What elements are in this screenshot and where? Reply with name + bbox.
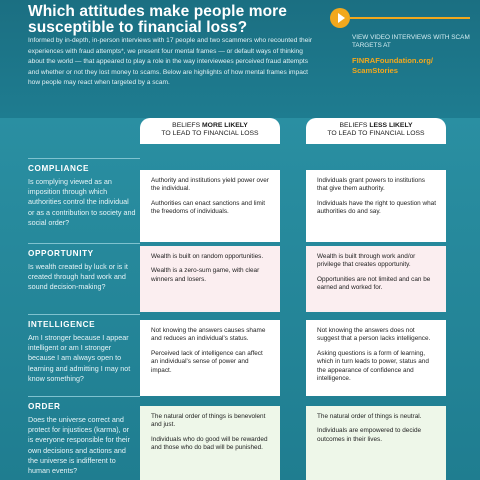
video-promo: [330, 4, 470, 92]
cell-less-likely-compliance: [306, 170, 446, 242]
column-header-text: BELIEFS: [339, 122, 370, 129]
belief-text: The natural order of things is neutral.: [317, 413, 422, 420]
belief-text: Not knowing the answers causes shame and reduces an individual's status.: [151, 327, 266, 343]
cell-more-likely-intelligence: [140, 320, 280, 396]
column-header-text: TO LEAD TO FINANCIAL LOSS: [327, 130, 425, 138]
row-question: Is wealth created by luck or is it created through hard work and sound decision-making?: [28, 262, 128, 292]
row-divider: [28, 314, 140, 315]
column-header-text: BELIEFS: [172, 122, 202, 129]
belief-text: The natural order of things is benevolent and just.: [151, 413, 266, 429]
belief-text: Authorities can enact sanctions and limit the freedoms of individuals.: [151, 199, 266, 216]
row-question: Am I stronger because I appear intelligent or am I stronger because I am always open to learning and admitting I may not know something?: [28, 333, 131, 383]
row-divider: [28, 396, 140, 397]
column-header-less-likely: [306, 118, 446, 144]
promo-text: VIEW VIDEO INTERVIEWS WITH SCAM TARGETS AT: [352, 34, 470, 50]
column-header-emphasis: MORE LIKELY: [202, 122, 248, 129]
belief-text: Asking questions is a form of learning, which in turn leads to power, status and the appearance of confidence and intelligence.: [317, 349, 429, 383]
column-header-text: TO LEAD TO FINANCIAL LOSS: [161, 130, 259, 138]
belief-text: Not knowing the answers does not suggest that a person lacks intelligence.: [317, 327, 431, 343]
cell-less-likely-intelligence: [306, 320, 446, 396]
row-label: OPPORTUNITY: [28, 249, 94, 258]
belief-text: Individuals have the right to question what authorities do and say.: [317, 199, 437, 216]
belief-text: Individuals who do good will be rewarded and those who do bad will be punished.: [151, 435, 268, 452]
row-label: COMPLIANCE: [28, 164, 90, 173]
comparison-table: [0, 118, 480, 480]
belief-text: Authority and institutions yield power over the individual.: [151, 177, 269, 193]
row-divider: [28, 158, 140, 159]
row-question: Does the universe correct and protect for injustices (karma), or is everyone responsible for their own decisions and actions and the universe is indifferent to human events?: [28, 415, 130, 476]
belief-text: Opportunities are not limited and can be earned and worked for.: [317, 275, 431, 292]
belief-text: Wealth is a zero-sum game, with clear winners and losers.: [151, 267, 260, 283]
row-question: Is complying viewed as an imposition through which authorities control the individual or as a contribution to society and social order?: [28, 177, 136, 227]
cell-more-likely-order: [140, 406, 280, 480]
row-label: INTELLIGENCE: [28, 320, 96, 329]
cell-less-likely-order: [306, 406, 446, 480]
cell-more-likely-compliance: [140, 170, 280, 242]
row-divider: [28, 243, 140, 244]
belief-text: Individuals grant powers to institutions that give them authority.: [317, 177, 425, 193]
promo-link[interactable]: FINRAFoundation.org/ ScamStories: [352, 56, 433, 75]
belief-text: Individuals are empowered to decide outcomes in their lives.: [317, 427, 422, 443]
belief-text: Perceived lack of intelligence can affect an individual's sense of power and impact.: [151, 349, 263, 374]
header-banner: [0, 0, 480, 118]
column-header-more-likely: [140, 118, 280, 144]
cell-more-likely-opportunity: [140, 246, 280, 312]
page-title: Which attitudes make people more susceptible to financial loss?: [28, 3, 288, 36]
play-icon[interactable]: [330, 8, 350, 28]
intro-paragraph: Informed by in-depth, in-person interviews with 17 people and two scammers who recounted their experiences with fraud attempts*, we present four mental frames — or default ways of thinking about the world — that appeared to play a role in the way interviewees perceived fraud attempts and whether or not they lost money to scams. Below are highlights of how mental frames impact how people may react when targeted by a scam.: [28, 37, 313, 87]
cell-less-likely-opportunity: [306, 246, 446, 312]
column-header-emphasis: LESS LIKELY: [369, 122, 413, 129]
row-label: ORDER: [28, 402, 61, 411]
promo-divider: [350, 17, 470, 19]
belief-text: Wealth is built on random opportunities.: [151, 253, 264, 260]
belief-text: Wealth is built through work and/or privilege that creates opportunity.: [317, 253, 416, 269]
